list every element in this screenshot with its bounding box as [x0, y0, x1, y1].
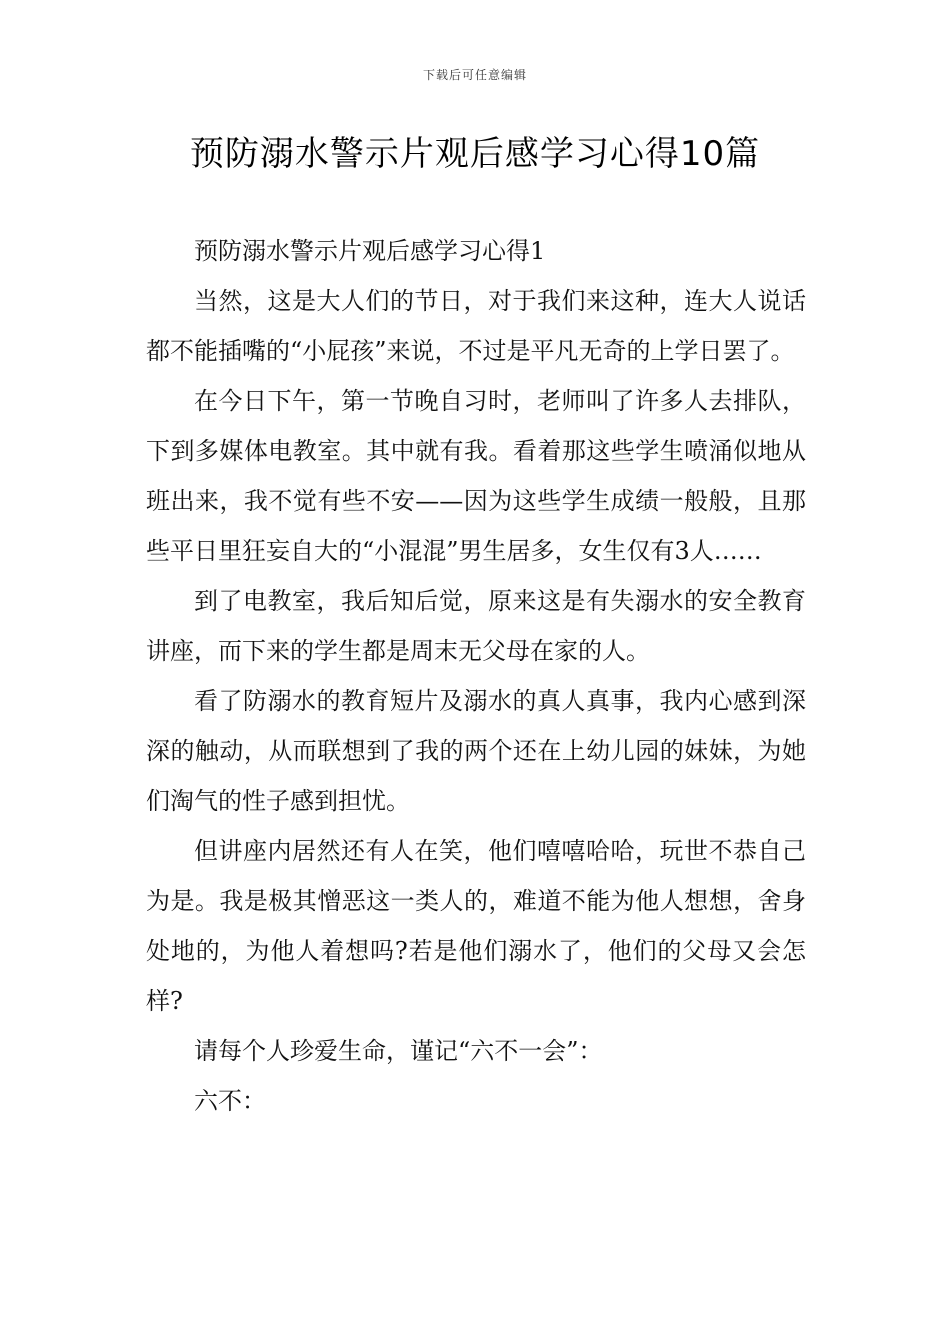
paragraph: 六不： — [194, 1087, 266, 1115]
paragraph: 但讲座内居然还有人在笑，他们嘻嘻哈哈，玩世不恭自己为是。我是极其憎恶这一类人的，难道不能为他人想想，舍身处地的，为他人着想吗?若是他们溺水了，他们的父母又会怎样? — [146, 837, 806, 1015]
paragraph: 到了电教室，我后知后觉，原来这是有失溺水的安全教育讲座，而下来的学生都是周末无父母在家的人。 — [146, 587, 806, 665]
document-body — [146, 226, 806, 1126]
header-note: 下载后可任意编辑 — [422, 68, 527, 82]
paragraph: 在今日下午，第一节晚自习时，老师叫了许多人去排队，下到多媒体电教室。其中就有我。看着那这些学生喷涌似地从班出来，我不觉有些不安——因为这些学生成绩一般般，且那些平日里狂妄自大的“小混混”男生居多，女生仅有3人…… — [146, 387, 806, 565]
document-title: 预防溺水警示片观后感学习心得10篇 — [189, 134, 761, 174]
paragraph: 当然，这是大人们的节日，对于我们来这种，连大人说话都不能插嘴的“小屁孩”来说，不过是平凡无奇的上学日罢了。 — [146, 287, 806, 365]
paragraph: 看了防溺水的教育短片及溺水的真人真事，我内心感到深深的触动，从而联想到了我的两个还在上幼儿园的妹妹，为她们淘气的性子感到担忧。 — [146, 687, 806, 815]
section-heading: 预防溺水警示片观后感学习心得1 — [194, 237, 546, 265]
paragraph: 请每个人珍爱生命，谨记“六不一会”： — [194, 1037, 603, 1065]
